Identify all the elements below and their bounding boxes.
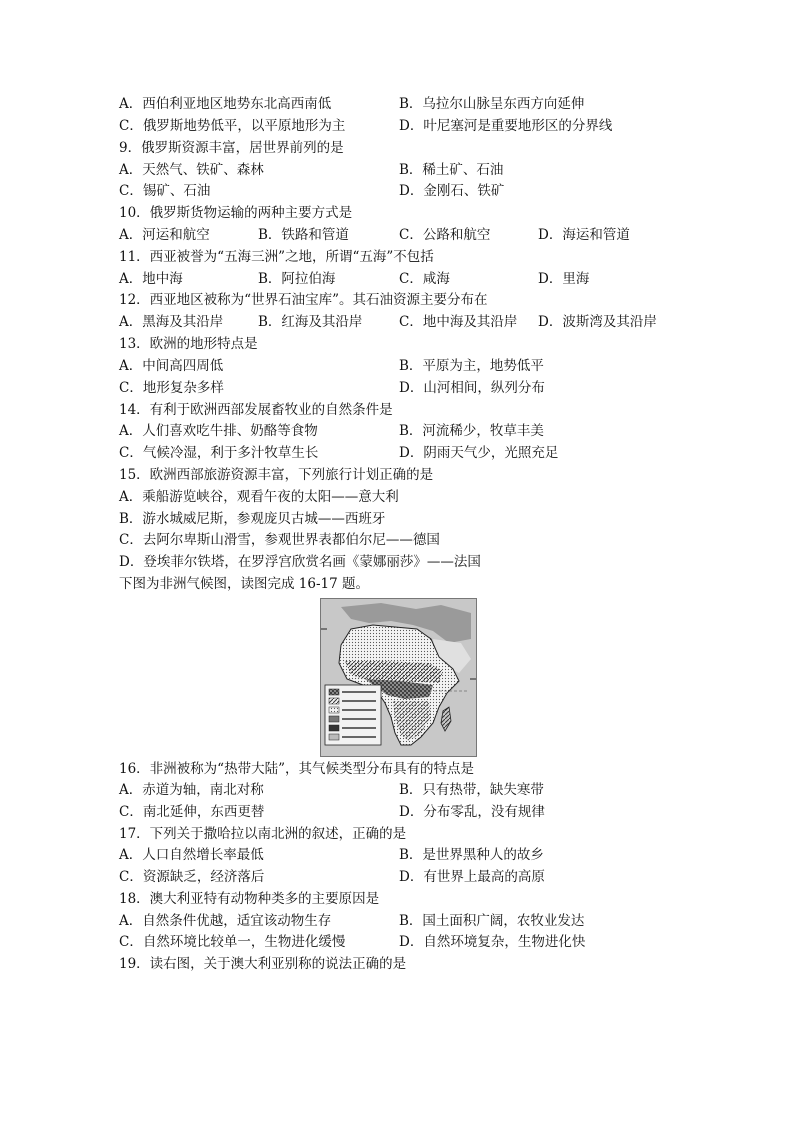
q18-row-ab xyxy=(119,911,679,931)
q8-row-ab xyxy=(119,94,679,114)
q14-option-d: D．阴雨天气少，光照充足 xyxy=(399,445,559,461)
q18-option-d: D．自然环境复杂，生物进化快 xyxy=(399,934,586,950)
q8-option-b: B．乌拉尔山脉呈东西方向延伸 xyxy=(399,96,585,112)
q15-option-a: A．乘船游览峡谷，观看午夜的太阳——意大利 xyxy=(119,489,399,505)
q16-option-c: C．南北延伸，东西更替 xyxy=(119,804,265,820)
q9-row-ab xyxy=(119,160,679,180)
africa-climate-map xyxy=(320,598,477,757)
q13-option-c: C．地形复杂多样 xyxy=(119,380,224,396)
q19-stem: 19．读右图，关于澳大利亚别称的说法正确的是 xyxy=(119,956,407,972)
q12-option-a: A．黑海及其沿岸 xyxy=(119,314,224,330)
q11-option-b: B．阿拉伯海 xyxy=(258,271,336,287)
q14-option-c: C．气候冷湿，利于多汁牧草生长 xyxy=(119,445,319,461)
q8-row-cd xyxy=(119,116,679,136)
q9-stem: 9．俄罗斯资源丰富，居世界前列的是 xyxy=(119,140,344,156)
q11-option-a: A．地中海 xyxy=(119,271,183,287)
q8-option-d: D．叶尼塞河是重要地形区的分界线 xyxy=(399,118,613,134)
q10-option-b: B．铁路和管道 xyxy=(258,227,349,243)
q17-stem: 17．下列关于撒哈拉以南北洲的叙述，正确的是 xyxy=(119,826,407,842)
q16-row-ab xyxy=(119,780,679,800)
q13-option-b: B．平原为主，地势低平 xyxy=(399,358,544,374)
q8-option-a: A．西伯利亚地区地势东北高西南低 xyxy=(119,96,332,112)
q11-option-c: C．咸海 xyxy=(399,271,450,287)
q14-stem: 14．有利于欧洲西部发展畜牧业的自然条件是 xyxy=(119,402,393,418)
q13-option-a: A．中间高四周低 xyxy=(119,358,224,374)
q11-stem: 11．西亚被誉为“五海三洲”之地，所谓“五海”不包括 xyxy=(119,249,434,265)
q10-option-d: D．海运和管道 xyxy=(538,227,630,243)
q15-option-d: D．登埃菲尔铁塔，在罗浮宫欣赏名画《蒙娜丽莎》——法国 xyxy=(119,554,481,570)
q14-option-a: A．人们喜欢吃牛排、奶酪等食物 xyxy=(119,423,318,439)
q18-option-c: C．自然环境比较单一，生物进化缓慢 xyxy=(119,934,346,950)
q18-option-a: A．自然条件优越，适宜该动物生存 xyxy=(119,913,332,929)
q17-option-a: A．人口自然增长率最低 xyxy=(119,847,264,863)
figure-intro: 下图为非洲气候图，读图完成 16-17 题。 xyxy=(119,576,370,592)
q14-row-cd xyxy=(119,443,679,463)
q12-option-b: B．红海及其沿岸 xyxy=(258,314,363,330)
q12-option-d: D．波斯湾及其沿岸 xyxy=(538,314,657,330)
q10-stem: 10．俄罗斯货物运输的两种主要方式是 xyxy=(119,205,353,221)
q9-option-c: C．锡矿、石油 xyxy=(119,183,211,199)
q14-row-ab xyxy=(119,421,679,441)
q17-row-ab xyxy=(119,845,679,865)
q17-option-b: B．是世界黑种人的故乡 xyxy=(399,847,544,863)
q12-stem: 12．西亚地区被称为“世界石油宝库”。其石油资源主要分布在 xyxy=(119,292,488,308)
q17-option-d: D．有世界上最高的高原 xyxy=(399,869,545,885)
q13-stem: 13．欧洲的地形特点是 xyxy=(119,336,258,352)
q16-option-b: B．只有热带，缺失寒带 xyxy=(399,782,544,798)
q11-options xyxy=(119,269,679,289)
q16-stem: 16．非洲被称为“热带大陆”，其气候类型分布具有的特点是 xyxy=(119,761,474,777)
q12-option-c: C．地中海及其沿岸 xyxy=(399,314,518,330)
q9-option-b: B．稀土矿、石油 xyxy=(399,162,504,178)
q9-row-cd xyxy=(119,181,679,201)
q18-option-b: B．国土面积广阔，农牧业发达 xyxy=(399,913,585,929)
q13-row-ab xyxy=(119,356,679,376)
q9-option-a: A．天然气、铁矿、森林 xyxy=(119,162,264,178)
q13-row-cd xyxy=(119,378,679,398)
q15-stem: 15．欧洲西部旅游资源丰富，下列旅行计划正确的是 xyxy=(119,467,434,483)
q12-options xyxy=(119,312,679,332)
q16-row-cd xyxy=(119,802,679,822)
q8-option-c: C．俄罗斯地势低平，以平原地形为主 xyxy=(119,118,346,134)
q11-option-d: D．里海 xyxy=(538,271,590,287)
q18-row-cd xyxy=(119,932,679,952)
q9-option-d: D．金刚石、铁矿 xyxy=(399,183,505,199)
q15-option-b: B．游水城威尼斯，参观庞贝古城——西班牙 xyxy=(119,511,386,527)
q16-option-d: D．分布零乱，没有规律 xyxy=(399,804,545,820)
q13-option-d: D．山河相间，纵列分布 xyxy=(399,380,545,396)
africa-map-graphic xyxy=(321,599,476,756)
q14-option-b: B．河流稀少，牧草丰美 xyxy=(399,423,544,439)
q16-option-a: A．赤道为轴，南北对称 xyxy=(119,782,264,798)
q15-option-c: C．去阿尔卑斯山滑雪，参观世界表都伯尔尼——德国 xyxy=(119,532,440,548)
q10-option-c: C．公路和航空 xyxy=(399,227,491,243)
q17-option-c: C．资源缺乏，经济落后 xyxy=(119,869,265,885)
q10-options xyxy=(119,225,679,245)
q18-stem: 18．澳大利亚特有动物种类多的主要原因是 xyxy=(119,891,380,907)
q10-option-a: A．河运和航空 xyxy=(119,227,210,243)
q17-row-cd xyxy=(119,867,679,887)
